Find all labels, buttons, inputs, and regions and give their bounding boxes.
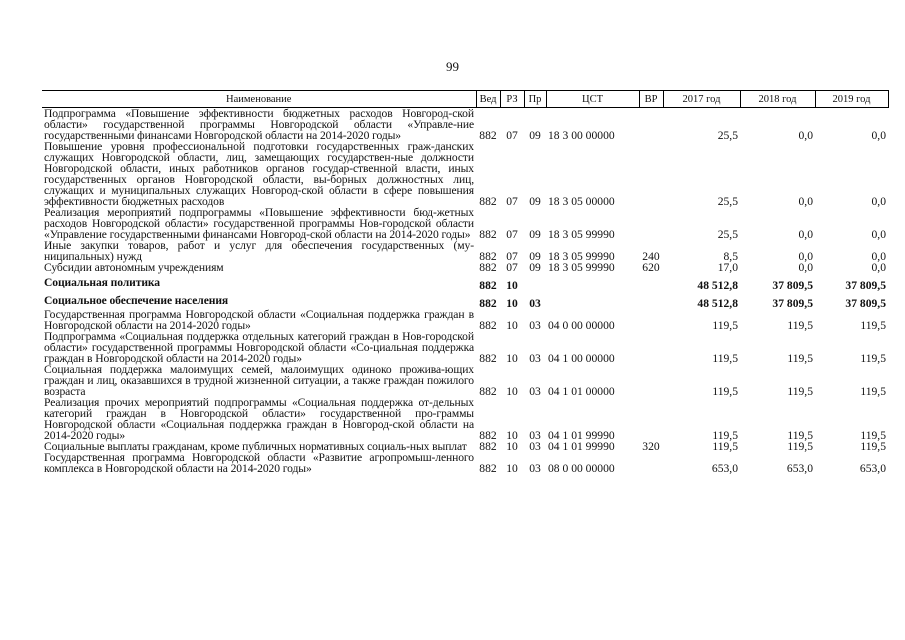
row-name: Реализация прочих мероприятий подпрограммы «Социальная поддержка от-дельных категорий граждан в Новгородской области» государственной про-граммы Новгородской области «Социальная поддержка граждан в Новгород-ской области на 2014-2020 годы» [44, 396, 474, 442]
row-value-2018: 37 809,5 [772, 297, 813, 310]
table-row [42, 207, 888, 240]
row-cst: 18 3 05 99990 [548, 250, 615, 263]
header-vr: ВР [639, 91, 663, 108]
row-ved: 882 [479, 462, 497, 475]
row-value-2019: 653,0 [859, 462, 886, 475]
row-value-2017: 25,5 [717, 228, 738, 241]
row-vr: 240 [642, 250, 660, 263]
row-value-2017: 25,5 [717, 195, 738, 208]
row-value-2018: 653,0 [786, 462, 813, 475]
row-value-2017: 119,5 [712, 440, 738, 453]
row-ved: 882 [479, 129, 497, 142]
row-vr: 620 [642, 261, 660, 274]
row-cst: 18 3 05 99990 [548, 261, 615, 274]
row-name: Подпрограмма «Повышение эффективности бюджетных расходов Новгород-ской области» государственной программы Новгородской области «Управле-ние государственными финансами Новгородской области на 2014-2020 годы» [44, 107, 474, 142]
row-name: Субсидии автономным учреждениям [44, 261, 224, 274]
row-rz: 07 [506, 129, 518, 142]
row-pr: 09 [529, 129, 541, 142]
row-name: Иные закупки товаров, работ и услуг для обеспечения государственных (му-ниципальных) нужд [44, 239, 474, 263]
table-row [42, 141, 888, 207]
row-rz: 07 [506, 195, 518, 208]
row-value-2018: 0,0 [798, 195, 813, 208]
row-ved: 882 [479, 429, 497, 442]
table-row [42, 397, 888, 441]
row-value-2017: 48 512,8 [697, 297, 738, 310]
row-cst: 04 1 01 99990 [548, 440, 615, 453]
row-pr [524, 273, 546, 291]
row-rz: 10 [506, 440, 518, 453]
row-cst: 18 3 00 00000 [548, 129, 615, 142]
row-pr: 03 [529, 385, 541, 398]
row-name: Социальные выплаты гражданам, кроме публичных нормативных социаль-ных выплат [44, 440, 467, 453]
header-name: Наименование [42, 91, 476, 108]
row-name: Социальная политика [44, 276, 160, 289]
row-name: Повышение уровня профессиональной подготовки государственных граж-данских служащих Новгородской области, лиц, замещающих государствен-ные должности Новгородской области, иных работников органов государ-ственной власти, иных государственных органов Новгородской области, вы-борных должностных лиц, служащих и муниципальных служащих Новгород-ской области в сфере повышения эффективности бюджетных расходов [44, 140, 474, 208]
row-value-2019: 0,0 [871, 129, 886, 142]
row-pr: 09 [529, 250, 541, 263]
header-2017: 2017 год [663, 91, 740, 108]
row-pr: 03 [529, 462, 541, 475]
row-ved: 882 [479, 228, 497, 241]
row-rz: 10 [506, 462, 518, 475]
table-row [42, 331, 888, 364]
row-vr [639, 291, 663, 309]
row-ved: 882 [479, 385, 497, 398]
row-cst: 04 0 00 00000 [548, 319, 615, 332]
row-value-2018: 119,5 [787, 440, 813, 453]
row-value-2019: 119,5 [860, 385, 886, 398]
row-name: Государственная программа Новгородской области «Социальная поддержка граждан в Новгородской области на 2014-2020 годы» [44, 308, 474, 332]
row-value-2017: 119,5 [712, 429, 738, 442]
header-2018: 2018 год [740, 91, 815, 108]
row-value-2017: 48 512,8 [697, 279, 738, 292]
row-vr [639, 273, 663, 291]
row-ved: 882 [479, 250, 497, 263]
row-value-2017: 119,5 [712, 352, 738, 365]
row-value-2017: 119,5 [712, 319, 738, 332]
row-vr [639, 309, 663, 331]
row-rz: 10 [506, 385, 518, 398]
row-name: Реализация мероприятий подпрограммы «Повышение эффективности бюд-жетных расходов Новгородской области» государственной программы Нов-городской области «Управление государственными финансами Новгород-ской области на 2014-2020 годы» [44, 206, 474, 241]
row-rz: 10 [506, 319, 518, 332]
table-header-row [42, 91, 888, 108]
row-value-2018: 119,5 [787, 429, 813, 442]
row-value-2017: 17,0 [717, 261, 738, 274]
row-ved: 882 [479, 261, 497, 274]
table-row [42, 240, 888, 262]
row-cst [546, 291, 639, 309]
row-cst: 08 0 00 00000 [548, 462, 615, 475]
row-ved: 882 [479, 440, 497, 453]
row-vr [639, 207, 663, 240]
row-ved: 882 [479, 319, 497, 332]
row-rz: 10 [506, 297, 518, 310]
header-pr: Пр [524, 91, 546, 108]
header-rz: РЗ [500, 91, 524, 108]
row-rz: 07 [506, 250, 518, 263]
row-rz: 07 [506, 228, 518, 241]
table-row [42, 364, 888, 397]
row-cst: 18 3 05 99990 [548, 228, 615, 241]
row-value-2019: 119,5 [860, 440, 886, 453]
row-name: Подпрограмма «Социальная поддержка отдельных категорий граждан в Нов-городской области» государственной программы Новгородской области «Со-циальная поддержка граждан в Новгородской области на 2014-2020 годы» [44, 330, 474, 365]
budget-table [42, 90, 889, 474]
row-value-2019: 119,5 [860, 319, 886, 332]
header-ved: Вед [476, 91, 500, 108]
row-name: Социальная поддержка малоимущих семей, малоимущих одиноко прожива-ющих граждан и лиц, оказавшихся в трудной жизненной ситуации, а также граждан пожилого возраста [44, 363, 474, 398]
row-value-2018: 119,5 [787, 352, 813, 365]
row-value-2018: 37 809,5 [772, 279, 813, 292]
row-pr: 09 [529, 228, 541, 241]
row-value-2017: 653,0 [711, 462, 738, 475]
table-row [42, 273, 888, 291]
row-value-2019: 0,0 [871, 195, 886, 208]
header-cst: ЦСТ [546, 91, 639, 108]
row-value-2019: 0,0 [871, 261, 886, 274]
row-pr: 03 [529, 352, 541, 365]
row-value-2018: 0,0 [798, 261, 813, 274]
row-value-2019: 0,0 [871, 228, 886, 241]
row-ved: 882 [479, 195, 497, 208]
row-value-2018: 0,0 [798, 129, 813, 142]
row-value-2017: 25,5 [717, 129, 738, 142]
row-rz: 10 [506, 429, 518, 442]
row-value-2019: 37 809,5 [845, 297, 886, 310]
row-value-2018: 119,5 [787, 319, 813, 332]
row-value-2018: 0,0 [798, 228, 813, 241]
row-pr: 03 [529, 297, 541, 310]
row-vr [639, 141, 663, 207]
row-ved: 882 [479, 297, 497, 310]
row-value-2018: 0,0 [798, 250, 813, 263]
row-value-2017: 8,5 [723, 250, 738, 263]
table-body [42, 108, 888, 475]
table-row [42, 452, 888, 474]
table-row [42, 309, 888, 331]
row-ved: 882 [479, 352, 497, 365]
table-row [42, 108, 888, 142]
row-vr [639, 108, 663, 142]
row-cst [546, 273, 639, 291]
page-number: 99 [446, 59, 459, 74]
row-rz: 10 [506, 352, 518, 365]
row-value-2018: 119,5 [787, 385, 813, 398]
row-value-2019: 0,0 [871, 250, 886, 263]
row-pr: 03 [529, 429, 541, 442]
row-rz: 10 [506, 279, 518, 292]
row-vr [639, 364, 663, 397]
row-rz: 07 [506, 261, 518, 274]
row-value-2019: 119,5 [860, 429, 886, 442]
row-name: Социальное обеспечение населения [44, 294, 229, 307]
row-pr: 09 [529, 195, 541, 208]
row-pr: 03 [529, 319, 541, 332]
table-row [42, 291, 888, 309]
row-cst: 18 3 05 00000 [548, 195, 615, 208]
row-pr: 09 [529, 261, 541, 274]
row-pr: 03 [529, 440, 541, 453]
row-vr [639, 397, 663, 441]
row-cst: 04 1 01 00000 [548, 385, 615, 398]
row-vr [639, 452, 663, 474]
row-vr [639, 331, 663, 364]
row-cst: 04 1 01 99990 [548, 429, 615, 442]
row-value-2019: 37 809,5 [845, 279, 886, 292]
row-name: Государственная программа Новгородской области «Развитие агропромыш-ленного комплекса в Новгородской области на 2014-2020 годы» [44, 451, 474, 475]
table-row [42, 262, 888, 273]
row-cst: 04 1 00 00000 [548, 352, 615, 365]
row-ved: 882 [479, 279, 497, 292]
row-value-2017: 119,5 [712, 385, 738, 398]
header-2019: 2019 год [815, 91, 888, 108]
row-vr: 320 [642, 440, 660, 453]
row-value-2019: 119,5 [860, 352, 886, 365]
